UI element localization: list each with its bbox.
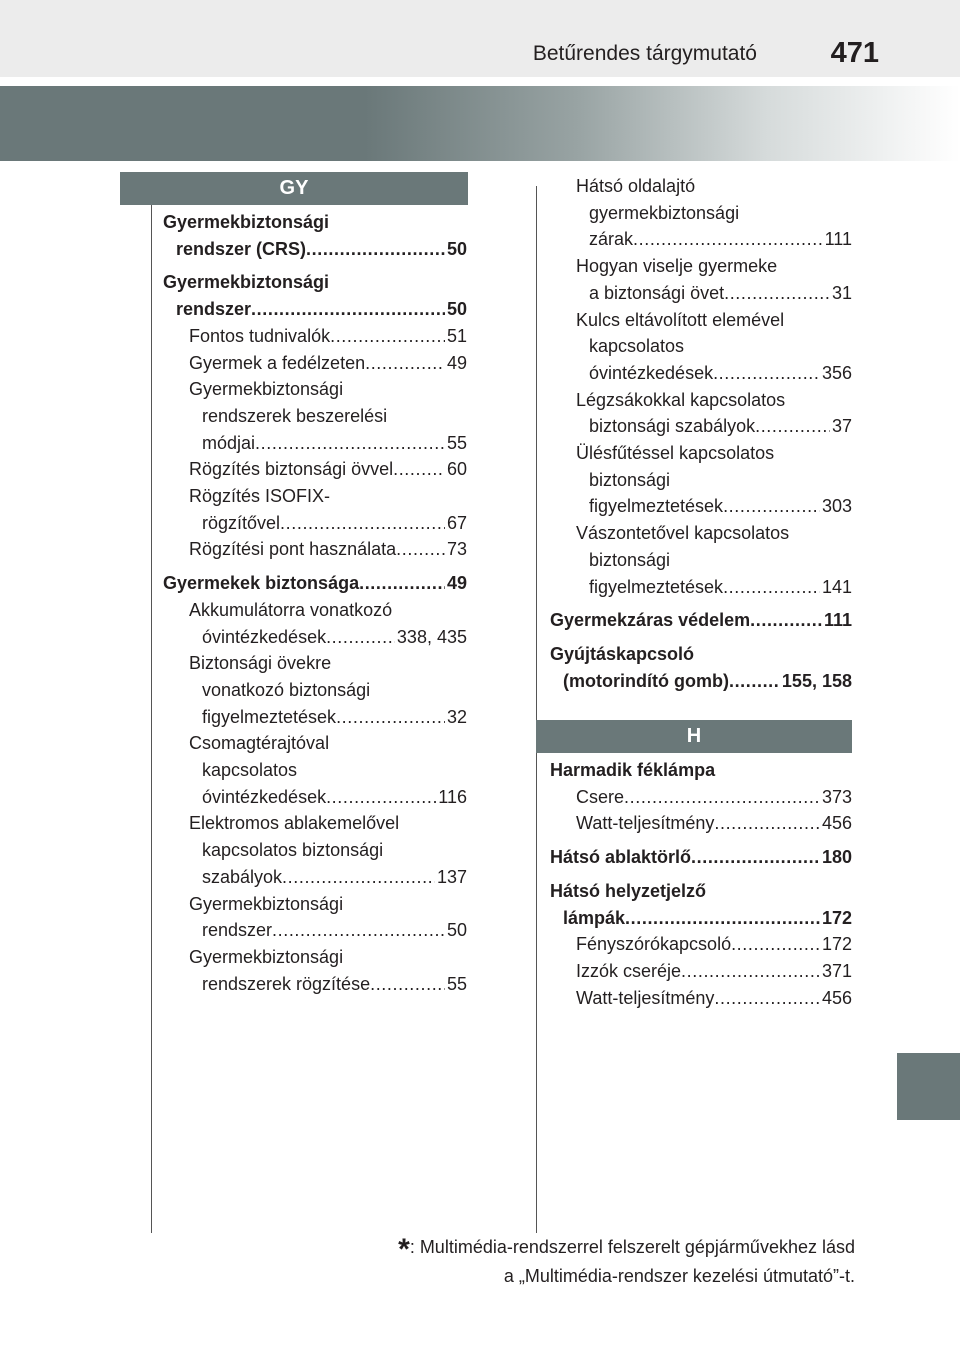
index-entry-main xyxy=(550,607,852,634)
page-reference: 172 xyxy=(821,934,852,955)
page-reference: 116 xyxy=(438,786,467,807)
page-reference: 51 xyxy=(446,325,467,346)
index-term: rendszer (CRS) xyxy=(176,238,307,259)
leader-dots xyxy=(326,624,395,651)
chapter-tab xyxy=(897,1053,960,1120)
index-term: rendszerek beszerelési xyxy=(202,405,388,426)
index-term: Kulcs eltávolított elemével xyxy=(576,309,785,330)
leader-dots xyxy=(306,236,445,263)
page-reference: 338, 435 xyxy=(396,626,467,647)
page-reference: 172 xyxy=(821,907,852,928)
leader-dots xyxy=(251,296,445,323)
page-reference: 456 xyxy=(821,813,852,834)
index-entry-sub xyxy=(163,376,467,456)
index-term: szabályok xyxy=(202,866,283,887)
footnote-star: * xyxy=(398,1233,410,1266)
index-term: kapcsolatos xyxy=(589,336,685,357)
index-term: Elektromos ablakemelővel xyxy=(189,813,400,834)
index-term: módjai xyxy=(202,432,256,453)
index-term: figyelmeztetések xyxy=(202,706,337,727)
leader-dots xyxy=(255,430,445,457)
page-reference: 49 xyxy=(446,352,467,373)
page-reference: 60 xyxy=(446,459,467,480)
leader-dots xyxy=(714,810,820,837)
leader-dots xyxy=(750,607,822,634)
index-term: zárak xyxy=(589,229,634,250)
index-term: Rögzítési pont használata xyxy=(189,539,397,560)
leader-dots xyxy=(729,668,780,695)
index-term: figyelmeztetések xyxy=(589,576,724,597)
index-entry-sub xyxy=(550,253,852,306)
index-term: Gyermek a fedélzeten xyxy=(189,352,366,373)
index-term: (motorindító gomb) xyxy=(563,670,729,691)
page-reference: 55 xyxy=(446,432,467,453)
index-term: Légzsákokkal kapcsolatos xyxy=(576,389,786,410)
index-entry-main xyxy=(550,757,852,784)
index-entry-sub xyxy=(163,944,467,997)
page-reference: 155, 158 xyxy=(781,670,852,691)
page-reference: 73 xyxy=(446,539,467,560)
index-term: rendszerek rögzítése xyxy=(202,973,371,994)
leader-dots xyxy=(723,574,820,601)
column-divider-left xyxy=(151,205,152,1233)
index-term: Csere xyxy=(576,786,625,807)
page-reference: 37 xyxy=(831,416,852,437)
page-reference: 50 xyxy=(446,920,467,941)
footnote-line-2: a „Multimédia-rendszer kezelési útmutató”-t. xyxy=(503,1266,855,1286)
header-band xyxy=(0,0,960,77)
leader-dots xyxy=(365,350,445,377)
index-entry-sub xyxy=(550,810,852,837)
page-reference: 55 xyxy=(446,973,467,994)
leader-dots xyxy=(326,784,436,811)
index-term: Vászontetővel kapcsolatos xyxy=(576,523,790,544)
leader-dots xyxy=(396,536,445,563)
index-term: biztonsági xyxy=(589,469,671,490)
index-term: Gyújtáskapcsoló xyxy=(550,643,695,664)
index-term: Gyermekek biztonsága xyxy=(163,573,360,594)
leader-dots xyxy=(336,704,445,731)
header-title: Betűrendes tárgymutató xyxy=(532,42,757,65)
page-reference: 303 xyxy=(821,496,852,517)
leader-dots xyxy=(280,510,445,537)
index-term: rendszer xyxy=(202,920,273,941)
leader-dots xyxy=(714,985,820,1012)
page-reference: 50 xyxy=(446,238,467,259)
index-entry-main xyxy=(550,878,852,931)
page-reference: 180 xyxy=(821,847,852,868)
leader-dots xyxy=(691,844,820,871)
index-term: óvintézkedések xyxy=(589,362,714,383)
index-term: Fényszórókapcsoló xyxy=(576,934,732,955)
footnote-text-1: : Multimédia-rendszerrel felszerelt gépjárművekhez lásd xyxy=(409,1237,855,1257)
index-entry-sub xyxy=(163,350,467,377)
footnote-line-1 xyxy=(295,1233,855,1266)
leader-dots xyxy=(633,226,823,253)
index-entry-main xyxy=(163,209,467,262)
leader-dots xyxy=(359,570,445,597)
leader-dots xyxy=(370,971,445,998)
section-header-h: H xyxy=(536,720,852,753)
index-entry-sub xyxy=(550,387,852,440)
index-term: Gyermekbiztonsági xyxy=(189,893,344,914)
index-entry-sub xyxy=(163,483,467,536)
page-reference: 31 xyxy=(831,282,852,303)
index-term: Gyermekbiztonsági xyxy=(189,379,344,400)
leader-dots xyxy=(393,456,445,483)
index-term: óvintézkedések xyxy=(202,626,327,647)
column-divider-middle-bottom xyxy=(536,753,537,1233)
index-entry-sub xyxy=(550,307,852,387)
index-term: rendszer xyxy=(176,299,252,320)
index-term: Watt-teljesítmény xyxy=(576,987,715,1008)
index-term: óvintézkedések xyxy=(202,786,327,807)
index-term: Ülésfűtéssel kapcsolatos xyxy=(576,443,775,464)
leader-dots xyxy=(330,323,445,350)
index-term: Hátsó helyzetjelző xyxy=(550,880,707,901)
index-term: Watt-teljesítmény xyxy=(576,813,715,834)
index-term: rögzítővel xyxy=(202,512,281,533)
index-entry-sub xyxy=(163,456,467,483)
page-reference: 32 xyxy=(446,706,467,727)
index-term: Rögzítés biztonsági övvel xyxy=(189,459,394,480)
leader-dots xyxy=(272,917,445,944)
index-term: Hátsó oldalajtó xyxy=(576,176,696,196)
page-reference: 111 xyxy=(824,229,852,250)
index-entry-sub xyxy=(163,536,467,563)
index-term: Gyermekbiztonsági xyxy=(163,212,330,232)
index-column-right-top xyxy=(550,173,852,694)
index-term: Gyermekbiztonsági xyxy=(163,272,330,293)
index-term: Akkumulátorra vonatkozó xyxy=(189,599,393,620)
index-term: Csomagtérajtóval xyxy=(189,733,330,754)
index-term: Fontos tudnivalók xyxy=(189,325,331,346)
index-term: Harmadik féklámpa xyxy=(550,760,716,780)
page-reference: 456 xyxy=(821,987,852,1008)
index-entry-main xyxy=(163,570,467,597)
leader-dots xyxy=(624,784,820,811)
index-term: figyelmeztetések xyxy=(589,496,724,517)
page-number: 471 xyxy=(830,37,879,69)
index-entry-sub xyxy=(163,650,467,730)
index-entry-sub xyxy=(163,730,467,810)
leader-dots xyxy=(723,493,820,520)
leader-dots xyxy=(755,413,830,440)
page-reference: 356 xyxy=(821,362,852,383)
index-entry-main xyxy=(550,641,852,694)
index-term: vonatkozó biztonsági xyxy=(202,679,371,700)
index-term: Gyermekzáras védelem xyxy=(550,610,751,631)
index-entry-sub xyxy=(550,931,852,958)
index-term: Hátsó ablaktörlő xyxy=(550,847,692,868)
index-entry-sub xyxy=(550,520,852,600)
index-column-left xyxy=(163,202,467,997)
leader-dots xyxy=(713,360,820,387)
index-entry-sub xyxy=(550,958,852,985)
index-term: a biztonsági övet xyxy=(589,282,725,303)
index-entry-sub xyxy=(550,985,852,1012)
index-term: Izzók cseréje xyxy=(576,960,682,981)
index-entry-main xyxy=(163,269,467,322)
index-term: kapcsolatos biztonsági xyxy=(202,840,384,861)
index-column-right-bottom xyxy=(550,750,852,1011)
page-reference: 50 xyxy=(446,299,467,320)
page-reference: 141 xyxy=(821,576,852,597)
leader-dots xyxy=(625,905,820,932)
index-term: lámpák xyxy=(563,907,626,928)
page-reference: 371 xyxy=(821,960,852,981)
index-term: Hogyan viselje gyermeke xyxy=(576,256,778,277)
index-entry-sub xyxy=(163,597,467,650)
index-entry-sub xyxy=(550,173,852,253)
page-reference: 49 xyxy=(446,573,467,594)
decorative-gradient-band xyxy=(0,86,960,161)
index-entry-sub xyxy=(550,784,852,811)
leader-dots xyxy=(731,931,820,958)
leader-dots xyxy=(724,280,830,307)
index-term: biztonsági szabályok xyxy=(589,416,756,437)
index-term: Biztonsági övekre xyxy=(189,653,332,674)
index-term: Rögzítés ISOFIX- xyxy=(189,486,331,507)
leader-dots xyxy=(681,958,820,985)
index-term: gyermekbiztonsági xyxy=(589,202,740,223)
index-term: biztonsági xyxy=(589,549,671,570)
index-term: kapcsolatos xyxy=(202,760,298,781)
index-entry-sub xyxy=(550,440,852,520)
index-entry-main xyxy=(550,844,852,871)
page-reference: 111 xyxy=(823,610,852,631)
index-entry-sub xyxy=(163,810,467,890)
page-reference: 373 xyxy=(821,786,852,807)
page-reference: 137 xyxy=(436,866,467,887)
leader-dots xyxy=(282,864,435,891)
section-header-gy: GY xyxy=(120,172,468,205)
index-term: Gyermekbiztonsági xyxy=(189,946,344,967)
index-entry-sub xyxy=(163,323,467,350)
footnote xyxy=(295,1234,855,1289)
index-entry-sub xyxy=(163,891,467,944)
page-reference: 67 xyxy=(446,512,467,533)
column-divider-middle-top xyxy=(536,186,537,720)
